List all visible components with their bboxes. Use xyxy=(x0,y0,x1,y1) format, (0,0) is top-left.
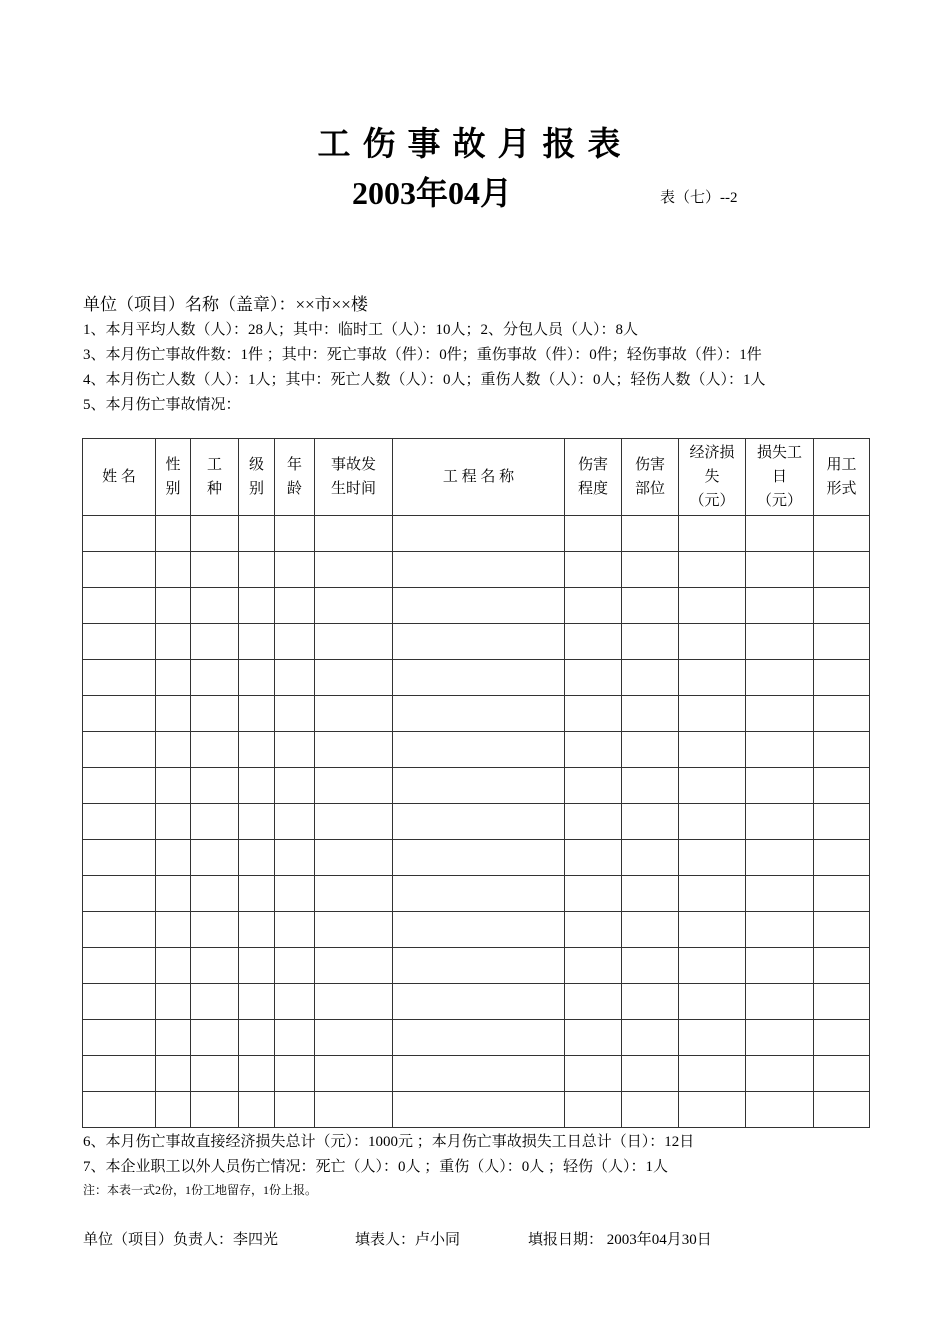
table-cell xyxy=(315,768,393,804)
table-cell xyxy=(393,984,565,1020)
table-cell xyxy=(275,912,315,948)
table-cell xyxy=(565,516,622,552)
table-cell xyxy=(393,840,565,876)
table-cell xyxy=(275,804,315,840)
summary-line-5: 5、本月伤亡事故情况： xyxy=(83,397,241,413)
table-cell xyxy=(746,696,814,732)
table-cell xyxy=(565,840,622,876)
table-cell xyxy=(814,1020,870,1056)
table-cell xyxy=(565,1092,622,1128)
table-cell xyxy=(239,840,275,876)
table-cell xyxy=(191,840,239,876)
table-cell xyxy=(191,804,239,840)
table-cell xyxy=(814,1056,870,1092)
table-cell xyxy=(393,768,565,804)
table-cell xyxy=(565,876,622,912)
table-cell xyxy=(746,984,814,1020)
table-cell xyxy=(239,1020,275,1056)
signature-footer xyxy=(83,1228,712,1249)
table-cell xyxy=(393,624,565,660)
table-cell xyxy=(315,732,393,768)
table-cell xyxy=(814,840,870,876)
table-cell xyxy=(622,948,679,984)
table-cell xyxy=(679,912,746,948)
table-cell xyxy=(275,516,315,552)
table-cell xyxy=(315,696,393,732)
table-cell xyxy=(315,516,393,552)
header-job-type: 工 种 xyxy=(191,439,239,516)
table-cell xyxy=(679,588,746,624)
table-cell xyxy=(622,912,679,948)
table-cell xyxy=(239,768,275,804)
table-cell xyxy=(565,732,622,768)
header-injury-degree: 伤害 程度 xyxy=(565,439,622,516)
table-cell xyxy=(679,804,746,840)
table-cell xyxy=(679,552,746,588)
table-cell xyxy=(814,552,870,588)
table-row xyxy=(83,912,870,948)
table-cell xyxy=(814,732,870,768)
table-cell xyxy=(156,732,191,768)
table-cell xyxy=(746,624,814,660)
table-cell xyxy=(679,768,746,804)
table-cell xyxy=(565,624,622,660)
table-cell xyxy=(393,912,565,948)
table-cell xyxy=(156,516,191,552)
table-cell xyxy=(191,984,239,1020)
table-row xyxy=(83,948,870,984)
summary-line-6: 6、本月伤亡事故直接经济损失总计（元）：1000元 ；本月伤亡事故损失工日总计（日）：12日 xyxy=(83,1134,695,1150)
table-cell xyxy=(83,696,156,732)
table-cell xyxy=(83,732,156,768)
table-cell xyxy=(746,912,814,948)
table-cell xyxy=(679,876,746,912)
table-cell xyxy=(565,984,622,1020)
table-cell xyxy=(191,552,239,588)
table-cell xyxy=(622,840,679,876)
table-cell xyxy=(315,660,393,696)
table-cell xyxy=(746,876,814,912)
table-cell xyxy=(275,624,315,660)
table-cell xyxy=(622,660,679,696)
form-code: 表（七）--2 xyxy=(660,190,738,206)
table-row xyxy=(83,840,870,876)
table-cell xyxy=(156,1020,191,1056)
table-cell xyxy=(393,696,565,732)
table-cell xyxy=(315,984,393,1020)
table-cell xyxy=(746,1056,814,1092)
table-row xyxy=(83,696,870,732)
table-cell xyxy=(156,984,191,1020)
table-cell xyxy=(191,660,239,696)
table-cell xyxy=(746,1092,814,1128)
table-cell xyxy=(622,552,679,588)
table-cell xyxy=(746,660,814,696)
header-accident-time: 事故发 生时间 xyxy=(315,439,393,516)
header-name: 姓 名 xyxy=(83,439,156,516)
table-cell xyxy=(156,840,191,876)
table-cell xyxy=(622,696,679,732)
table-cell xyxy=(83,912,156,948)
table-cell xyxy=(156,768,191,804)
table-cell xyxy=(191,624,239,660)
table-cell xyxy=(275,1020,315,1056)
table-cell xyxy=(814,984,870,1020)
table-cell xyxy=(191,588,239,624)
table-cell xyxy=(679,516,746,552)
table-cell xyxy=(393,876,565,912)
table-cell xyxy=(622,1056,679,1092)
table-cell xyxy=(315,1020,393,1056)
header-project-name: 工 程 名 称 xyxy=(393,439,565,516)
table-cell xyxy=(622,876,679,912)
table-cell xyxy=(156,660,191,696)
table-note: 注：本表一式2份，1份工地留存，1份上报。 xyxy=(83,1183,318,1197)
table-cell xyxy=(239,696,275,732)
table-cell xyxy=(393,1020,565,1056)
table-cell xyxy=(746,948,814,984)
table-cell xyxy=(83,624,156,660)
table-cell xyxy=(275,948,315,984)
table-cell xyxy=(83,840,156,876)
table-cell xyxy=(315,840,393,876)
table-cell xyxy=(275,984,315,1020)
table-cell xyxy=(83,948,156,984)
table-cell xyxy=(746,588,814,624)
table-cell xyxy=(679,624,746,660)
table-row xyxy=(83,984,870,1020)
table-cell xyxy=(622,732,679,768)
table-cell xyxy=(156,876,191,912)
table-cell xyxy=(83,516,156,552)
page-title: 工伤事故月报表 xyxy=(317,124,633,163)
table-cell xyxy=(239,912,275,948)
table-cell xyxy=(814,660,870,696)
table-cell xyxy=(191,912,239,948)
responsible-person: 单位（项目）负责人：李四光 xyxy=(83,1232,279,1248)
table-cell xyxy=(814,876,870,912)
table-cell xyxy=(746,732,814,768)
table-cell xyxy=(679,840,746,876)
table-cell xyxy=(315,948,393,984)
table-body xyxy=(83,516,870,1128)
header-gender: 性 别 xyxy=(156,439,191,516)
table-cell xyxy=(393,948,565,984)
table-cell xyxy=(393,516,565,552)
table-cell xyxy=(239,1092,275,1128)
table-cell xyxy=(191,1056,239,1092)
fill-date: 填报日期： 2003年04月30日 xyxy=(528,1232,712,1248)
table-cell xyxy=(746,516,814,552)
table-cell xyxy=(565,696,622,732)
table-cell xyxy=(814,696,870,732)
table-cell xyxy=(565,804,622,840)
table-cell xyxy=(156,696,191,732)
table-cell xyxy=(156,588,191,624)
table-cell xyxy=(315,552,393,588)
table-cell xyxy=(393,588,565,624)
table-cell xyxy=(746,804,814,840)
summary-line-4: 4、本月伤亡人数（人）：1人；其中：死亡人数（人）：0人；重伤人数（人）：0人；轻伤人数（人）：1人 xyxy=(83,372,766,388)
header-grade: 级 别 xyxy=(239,439,275,516)
table-cell xyxy=(275,1092,315,1128)
table-cell xyxy=(191,768,239,804)
table-row xyxy=(83,1092,870,1128)
table-cell xyxy=(814,948,870,984)
header-employment-form: 用工 形式 xyxy=(814,439,870,516)
table-row xyxy=(83,624,870,660)
table-cell xyxy=(814,912,870,948)
table-cell xyxy=(191,696,239,732)
table-cell xyxy=(275,660,315,696)
table-cell xyxy=(679,948,746,984)
table-row xyxy=(83,660,870,696)
table-cell xyxy=(191,1092,239,1128)
table-cell xyxy=(746,768,814,804)
table-cell xyxy=(679,660,746,696)
table-cell xyxy=(622,1020,679,1056)
table-cell xyxy=(393,552,565,588)
table-cell xyxy=(315,912,393,948)
table-cell xyxy=(275,876,315,912)
table-cell xyxy=(275,552,315,588)
table-cell xyxy=(239,588,275,624)
table-cell xyxy=(239,624,275,660)
table-cell xyxy=(565,948,622,984)
table-cell xyxy=(565,1020,622,1056)
table-cell xyxy=(275,588,315,624)
table-cell xyxy=(156,552,191,588)
table-cell xyxy=(83,1056,156,1092)
table-cell xyxy=(565,768,622,804)
table-cell xyxy=(191,876,239,912)
table-cell xyxy=(239,948,275,984)
table-cell xyxy=(622,1092,679,1128)
table-cell xyxy=(239,732,275,768)
table-cell xyxy=(275,840,315,876)
table-row xyxy=(83,1020,870,1056)
table-cell xyxy=(565,660,622,696)
table-cell xyxy=(156,948,191,984)
table-cell xyxy=(83,984,156,1020)
table-cell xyxy=(83,876,156,912)
table-cell xyxy=(622,624,679,660)
table-cell xyxy=(814,768,870,804)
table-cell xyxy=(239,552,275,588)
table-cell xyxy=(239,876,275,912)
table-cell xyxy=(393,804,565,840)
summary-line-1: 1、本月平均人数（人）：28人；其中：临时工（人）：10人；2、分包人员（人）：8人 xyxy=(83,322,639,338)
table-cell xyxy=(622,984,679,1020)
table-cell xyxy=(565,552,622,588)
table-cell xyxy=(191,948,239,984)
table-cell xyxy=(275,768,315,804)
table-cell xyxy=(622,768,679,804)
table-cell xyxy=(746,1020,814,1056)
table-cell xyxy=(622,516,679,552)
table-cell xyxy=(191,1020,239,1056)
table-cell xyxy=(393,660,565,696)
table-cell xyxy=(156,804,191,840)
header-age: 年 龄 xyxy=(275,439,315,516)
table-cell xyxy=(239,1056,275,1092)
summary-line-3: 3、本月伤亡事故件数：1件 ；其中：死亡事故（件）：0件；重伤事故（件）：0件；轻伤事故（件）：1件 xyxy=(83,347,762,363)
casualty-table xyxy=(82,438,870,1128)
table-cell xyxy=(393,732,565,768)
table-cell xyxy=(315,588,393,624)
table-cell xyxy=(83,804,156,840)
table-cell xyxy=(239,804,275,840)
table-cell xyxy=(393,1056,565,1092)
table-cell xyxy=(315,1092,393,1128)
table-cell xyxy=(814,624,870,660)
table-cell xyxy=(393,1092,565,1128)
table-header-row xyxy=(83,439,870,516)
table-cell xyxy=(679,1056,746,1092)
header-economic-loss: 经济损 失 （元） xyxy=(679,439,746,516)
table-row xyxy=(83,876,870,912)
table-cell xyxy=(565,1056,622,1092)
table-row xyxy=(83,552,870,588)
table-cell xyxy=(315,876,393,912)
table-row xyxy=(83,516,870,552)
table-cell xyxy=(679,696,746,732)
table-cell xyxy=(679,1092,746,1128)
table-cell xyxy=(746,552,814,588)
table-cell xyxy=(315,1056,393,1092)
table-cell xyxy=(239,660,275,696)
table-row xyxy=(83,732,870,768)
table-cell xyxy=(814,1092,870,1128)
table-cell xyxy=(814,588,870,624)
table-cell xyxy=(622,804,679,840)
table-cell xyxy=(83,768,156,804)
table-cell xyxy=(239,984,275,1020)
table-cell xyxy=(746,840,814,876)
table-row xyxy=(83,804,870,840)
form-filler: 填表人：卢小同 xyxy=(355,1232,461,1248)
unit-name-line: 单位（项目）名称（盖章）：××市××楼 xyxy=(83,295,368,314)
table-cell xyxy=(275,696,315,732)
table-cell xyxy=(156,912,191,948)
report-period: 2003年04月 xyxy=(352,175,513,211)
table-cell xyxy=(156,1056,191,1092)
table-cell xyxy=(814,516,870,552)
header-injury-part: 伤害 部位 xyxy=(622,439,679,516)
table-cell xyxy=(275,732,315,768)
table-cell xyxy=(83,552,156,588)
table-cell xyxy=(156,624,191,660)
summary-line-7: 7、本企业职工以外人员伤亡情况：死亡（人）：0人 ；重伤（人）：0人 ；轻伤（人）：1人 xyxy=(83,1159,669,1175)
table-cell xyxy=(83,660,156,696)
table-cell xyxy=(83,588,156,624)
table-cell xyxy=(83,1020,156,1056)
table-cell xyxy=(679,984,746,1020)
table-cell xyxy=(565,912,622,948)
table-cell xyxy=(191,516,239,552)
table-cell xyxy=(191,732,239,768)
table-cell xyxy=(239,516,275,552)
table-cell xyxy=(315,624,393,660)
table-cell xyxy=(679,732,746,768)
table-row xyxy=(83,588,870,624)
table-cell xyxy=(156,1092,191,1128)
table-cell xyxy=(315,804,393,840)
table-row xyxy=(83,768,870,804)
table-cell xyxy=(275,1056,315,1092)
table-row xyxy=(83,1056,870,1092)
table-cell xyxy=(83,1092,156,1128)
table-cell xyxy=(814,804,870,840)
header-lost-workdays: 损失工 日 （元） xyxy=(746,439,814,516)
table-cell xyxy=(679,1020,746,1056)
table-cell xyxy=(565,588,622,624)
table-cell xyxy=(622,588,679,624)
